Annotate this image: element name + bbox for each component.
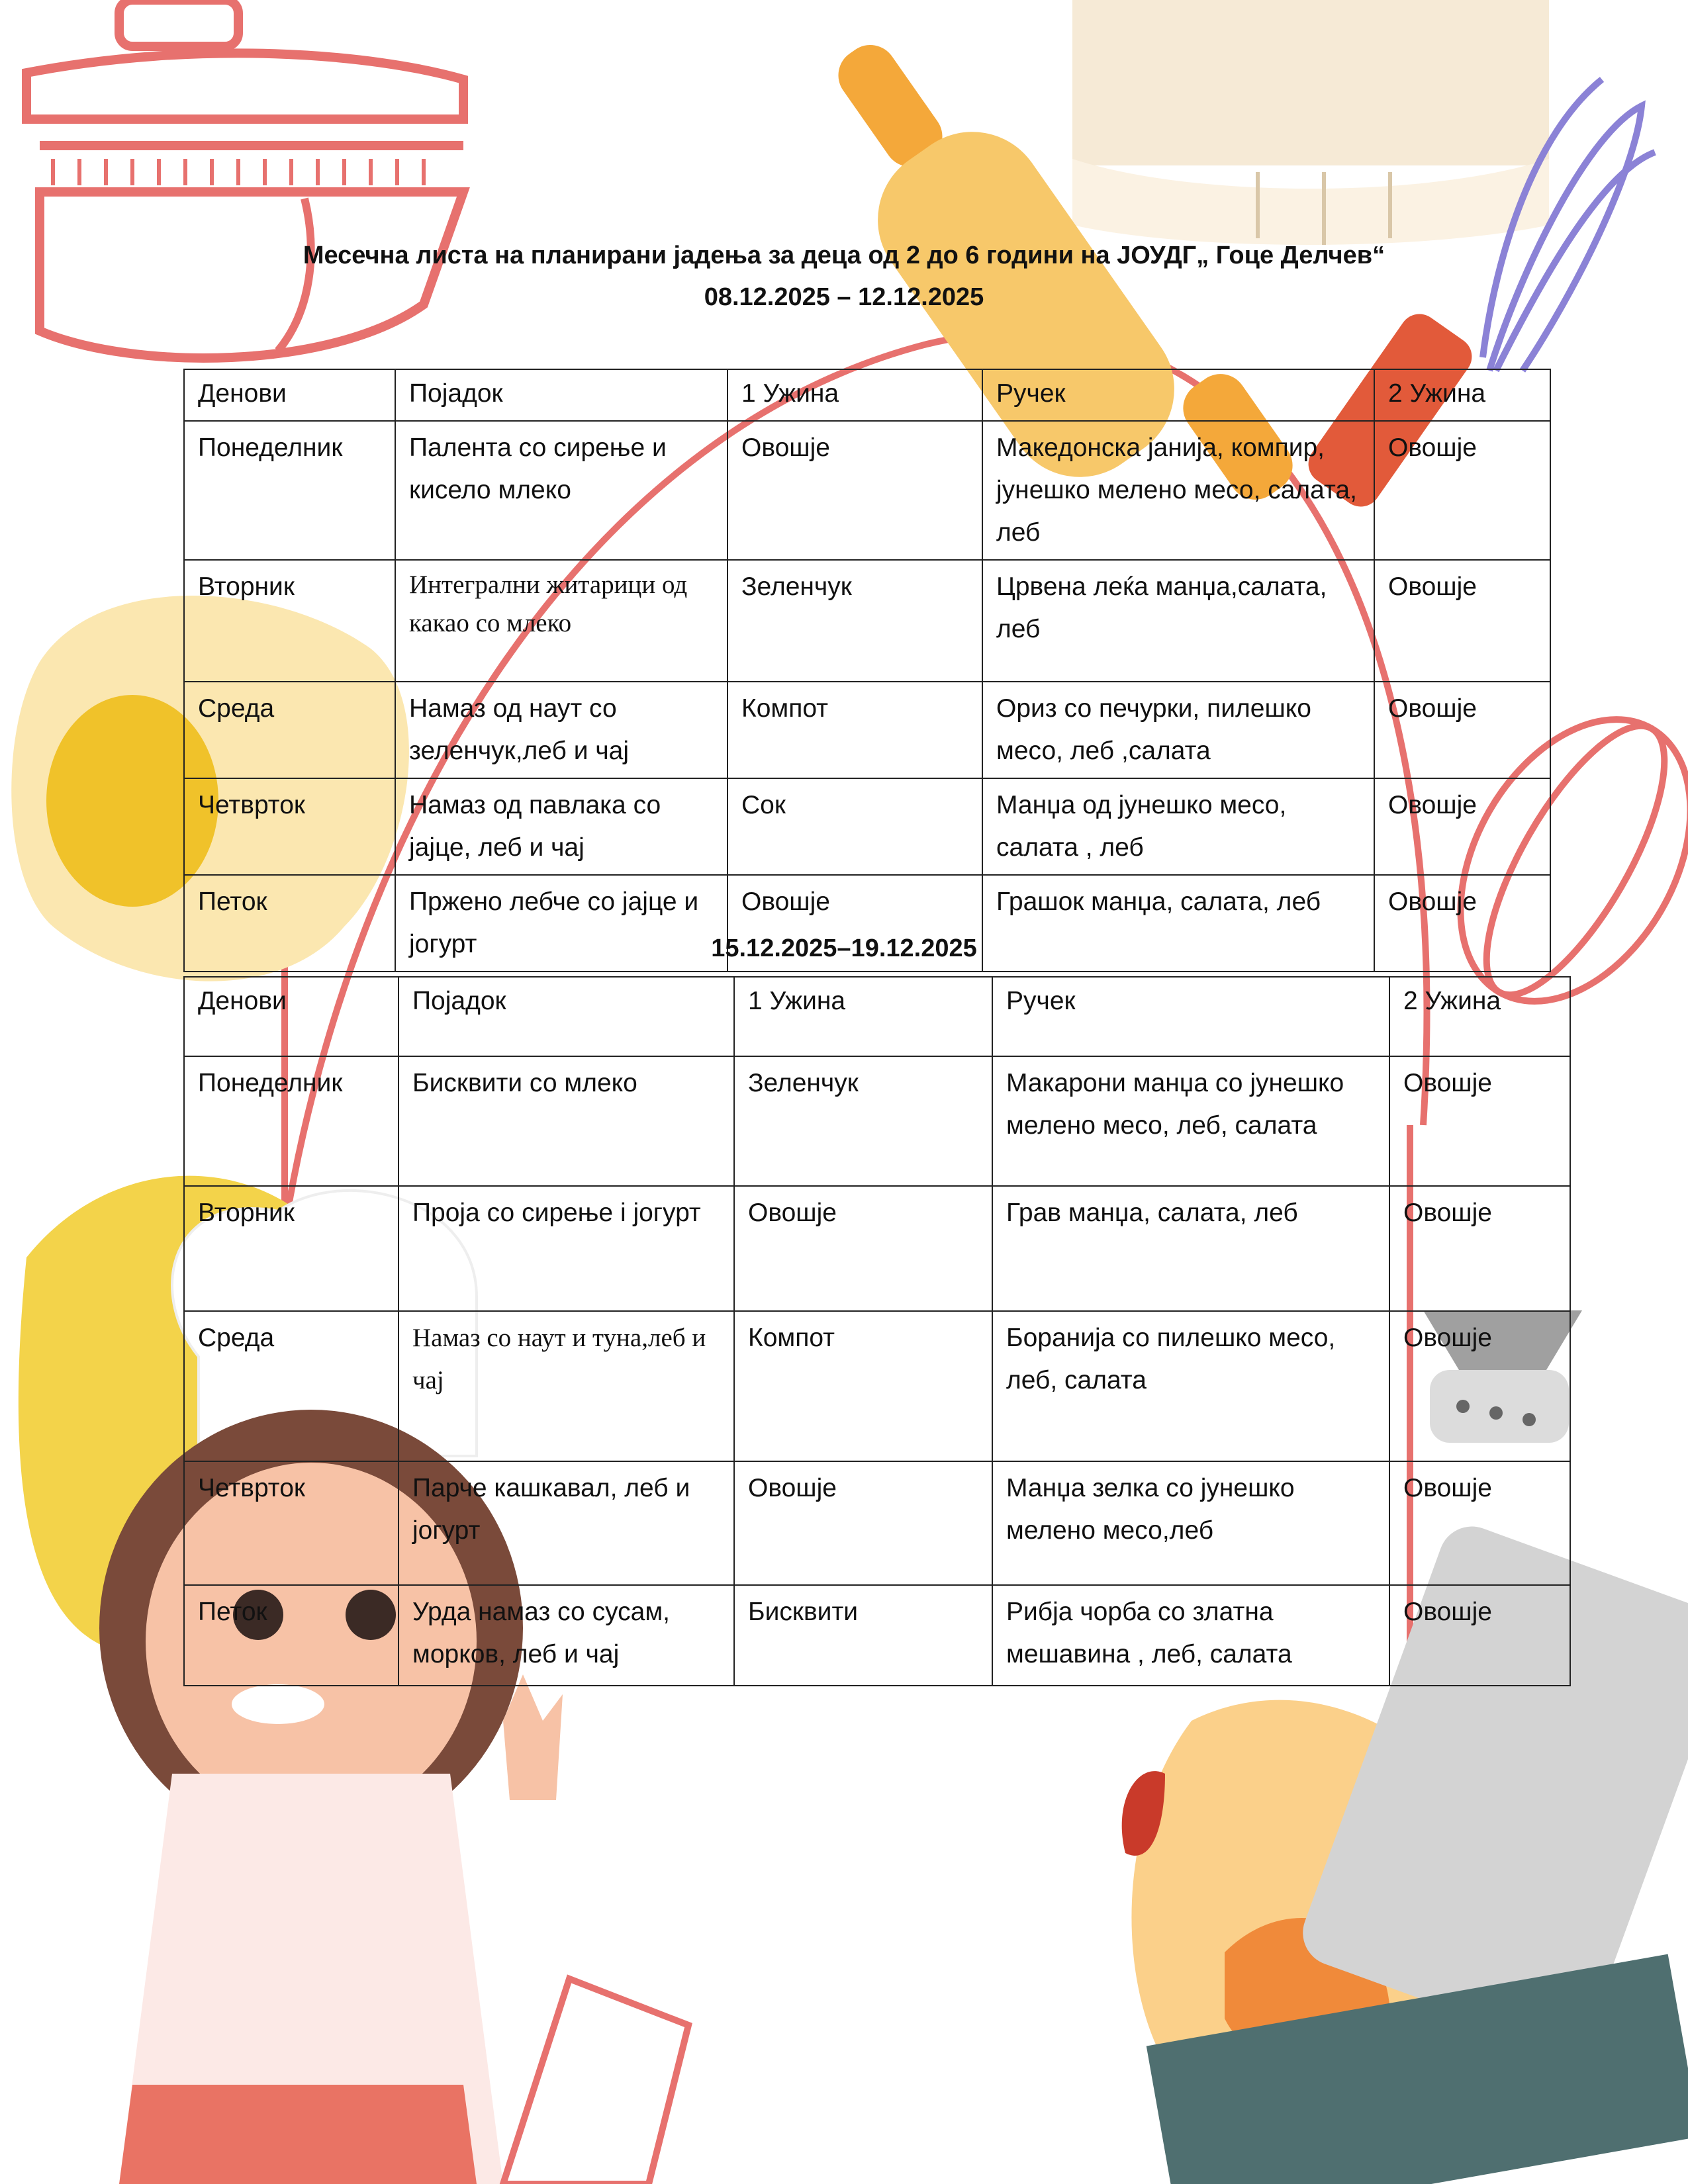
- snack-2-cell: Овошје: [1389, 1585, 1570, 1686]
- header-days: Денови: [184, 977, 399, 1056]
- lunch-cell: Манџа зелка со јунешко мелено месо,леб: [992, 1461, 1389, 1585]
- day-cell: Петок: [184, 1585, 399, 1686]
- header-lunch: Ручек: [982, 369, 1374, 421]
- header-snack-2: 2 Ужина: [1389, 977, 1570, 1056]
- snack-1-cell: Компот: [734, 1311, 992, 1461]
- breakfast-cell: Пржено лебче со јајце и јогурт: [395, 875, 727, 972]
- snack-2-cell: Овошје: [1374, 875, 1550, 972]
- table-header-row: [184, 369, 1550, 421]
- lunch-cell: Грашок манџа, салата, леб: [982, 875, 1374, 972]
- snack-2-cell: Овошје: [1374, 560, 1550, 682]
- header-breakfast: Појадок: [399, 977, 734, 1056]
- table-row: [184, 560, 1550, 682]
- breakfast-cell: Бисквити со млеко: [399, 1056, 734, 1186]
- snack-1-cell: Овошје: [727, 421, 982, 560]
- lunch-cell: Грав манџа, салата, леб: [992, 1186, 1389, 1311]
- breakfast-cell: Намаз од павлака со јајце, леб и чај: [395, 778, 727, 875]
- snack-2-cell: Овошје: [1389, 1311, 1570, 1461]
- table-row: [184, 1461, 1570, 1585]
- breakfast-cell: Намаз од наут со зеленчук,леб и чај: [395, 682, 727, 778]
- breakfast-cell: Интегрални житарици од какао со млеко: [395, 560, 727, 682]
- lunch-cell: Макарони манџа со јунешко мелено месо, леб, салата: [992, 1056, 1389, 1186]
- table-row: [184, 1056, 1570, 1186]
- snack-2-cell: Овошје: [1374, 682, 1550, 778]
- breakfast-cell: Проја со сирење і јогурт: [399, 1186, 734, 1311]
- snack-2-cell: Овошје: [1374, 778, 1550, 875]
- snack-1-cell: Зеленчук: [727, 560, 982, 682]
- snack-1-cell: Сок: [727, 778, 982, 875]
- snack-2-cell: Овошје: [1389, 1056, 1570, 1186]
- header-breakfast: Појадок: [395, 369, 727, 421]
- day-cell: Понеделник: [184, 421, 395, 560]
- table-row: [184, 1311, 1570, 1461]
- day-cell: Четврток: [184, 778, 395, 875]
- snack-1-cell: Овошје: [727, 875, 982, 972]
- lunch-cell: Боранија со пилешко месо, леб, салата: [992, 1311, 1389, 1461]
- header-snack-1: 1 Ужина: [727, 369, 982, 421]
- day-cell: Среда: [184, 682, 395, 778]
- week2-dates: 15.12.2025–19.12.2025: [711, 934, 977, 962]
- snack-1-cell: Зеленчук: [734, 1056, 992, 1186]
- table-row: [184, 1585, 1570, 1686]
- snack-2-cell: Овошје: [1374, 421, 1550, 560]
- snack-1-cell: Овошје: [734, 1461, 992, 1585]
- table-row: [184, 1186, 1570, 1311]
- header-snack-1: 1 Ужина: [734, 977, 992, 1056]
- table-row: [184, 682, 1550, 778]
- document-title: Месечна листа на планирани јадења за деца од 2 до 6 години на ЈОУДГ„ Гоце Делчев“: [303, 242, 1385, 269]
- lunch-cell: Рибја чорба со златна мешавина , леб, салата: [992, 1585, 1389, 1686]
- day-cell: Среда: [184, 1311, 399, 1461]
- table-row: [184, 421, 1550, 560]
- snack-1-cell: Бисквити: [734, 1585, 992, 1686]
- breakfast-cell: Палента со сирење и кисело млеко: [395, 421, 727, 560]
- breakfast-cell: Намаз со наут и туна,леб и чај: [399, 1311, 734, 1461]
- day-cell: Вторник: [184, 1186, 399, 1311]
- header-lunch: Ручек: [992, 977, 1389, 1056]
- breakfast-cell: Парче кашкавал, леб и јогурт: [399, 1461, 734, 1585]
- week1-dates: 08.12.2025 – 12.12.2025: [704, 283, 984, 311]
- day-cell: Четврток: [184, 1461, 399, 1585]
- snack-1-cell: Компот: [727, 682, 982, 778]
- day-cell: Вторник: [184, 560, 395, 682]
- snack-1-cell: Овошје: [734, 1186, 992, 1311]
- lunch-cell: Ориз со печурки, пилешко месо, леб ,салата: [982, 682, 1374, 778]
- snack-2-cell: Овошје: [1389, 1186, 1570, 1311]
- lunch-cell: Македонска јанија, компир, јунешко мелено месо, салата, леб: [982, 421, 1374, 560]
- lunch-cell: Црвена леќа манџа,салата, леб: [982, 560, 1374, 682]
- week1-menu-table: [183, 369, 1551, 972]
- snack-2-cell: Овошје: [1389, 1461, 1570, 1585]
- header-snack-2: 2 Ужина: [1374, 369, 1550, 421]
- table-header-row: [184, 977, 1570, 1056]
- lunch-cell: Манџа од јунешко месо, салата , леб: [982, 778, 1374, 875]
- week2-menu-table: [183, 976, 1571, 1686]
- table-row: [184, 778, 1550, 875]
- day-cell: Понеделник: [184, 1056, 399, 1186]
- header-days: Денови: [184, 369, 395, 421]
- day-cell: Петок: [184, 875, 395, 972]
- breakfast-cell: Урда намаз со сусам, морков, леб и чај: [399, 1585, 734, 1686]
